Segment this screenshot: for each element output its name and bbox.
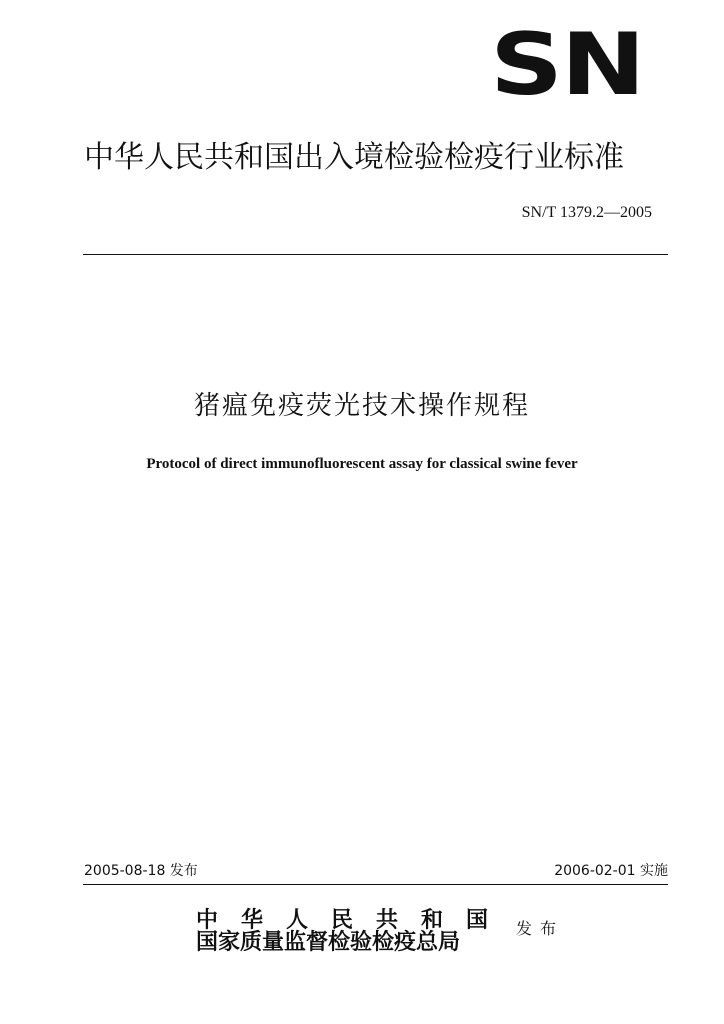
publish-label: 发布 — [516, 919, 565, 938]
organization-title: 中华人民共和国出入境检验检疫行业标准 — [84, 140, 624, 175]
issuer-agency: 国家质量监督检验检疫总局 — [196, 929, 461, 955]
sn-logo: SN — [490, 15, 644, 115]
header-divider — [83, 254, 668, 255]
implementation-date: 2006-02-01 实施 — [554, 863, 668, 879]
document-title-english: Protocol of direct immunofluorescent assay for classical swine fever — [146, 456, 578, 472]
document-title-chinese: 猪瘟免疫荧光技术操作规程 — [193, 391, 530, 421]
issue-date: 2005-08-18 发布 — [84, 863, 198, 879]
standard-number: SN/T 1379.2—2005 — [521, 204, 652, 221]
issuer-country: 中华人民共和国 — [196, 907, 512, 933]
footer-divider — [83, 884, 668, 885]
